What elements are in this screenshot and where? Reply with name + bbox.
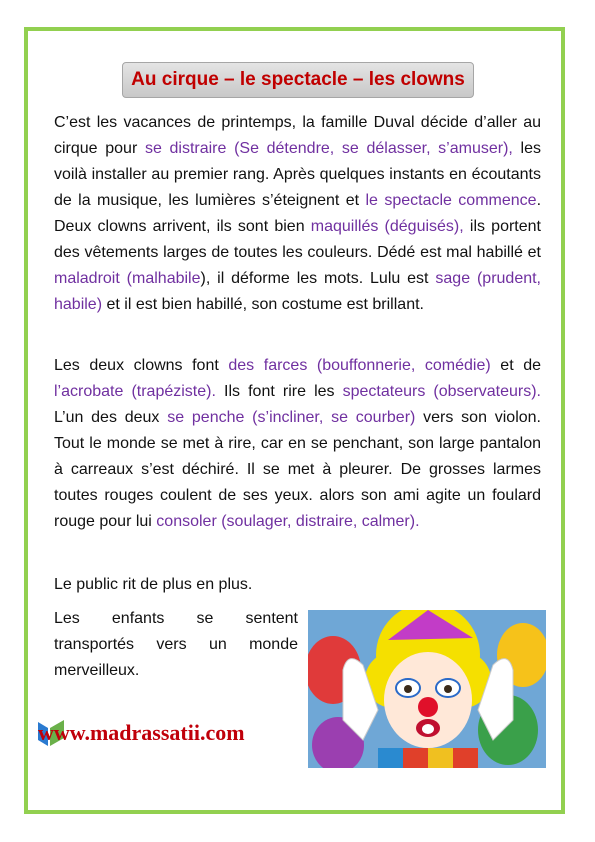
vocabulary-highlight: se penche (s’incliner, se courber) <box>167 409 416 426</box>
text-run: L’un des deux <box>54 409 168 426</box>
clown-photo <box>308 610 546 768</box>
paragraph-3: Le public rit de plus en plus. <box>54 576 253 593</box>
text-run: et de <box>490 357 542 374</box>
vocabulary-highlight: consoler (soulager, distraire, calmer). <box>156 513 420 530</box>
text-run: ils portent des vêtements larges de toutes les couleurs. Dédé est mal habillé et <box>54 218 541 261</box>
text-run: Ils font rire les <box>215 383 343 400</box>
vocabulary-highlight: l’acrobate (trapéziste). <box>54 383 216 400</box>
vocabulary-highlight: des farces (bouffonnerie, comédie) <box>228 357 491 374</box>
watermark-text: www.madrassatii.com <box>38 720 245 745</box>
text-run: Les deux clowns font <box>54 357 229 374</box>
title-box <box>122 62 474 98</box>
page-title: Au cirque – le spectacle – les clowns <box>131 69 465 90</box>
vocabulary-highlight: se distraire (Se détendre, se délasser, s’amuser), <box>144 140 513 157</box>
paragraph-2 <box>54 353 541 535</box>
text-run: les voilà installer au premier rang. Après quelques instants en écoutants de la musique, les lumières s’éteignent et <box>54 140 541 209</box>
vocabulary-highlight: maladroit (malhabile <box>54 270 201 287</box>
text-run: C’est les vacances de printemps, la famille Duval décide d’aller au cirque pour <box>54 114 541 157</box>
paragraph-1 <box>54 110 541 318</box>
vocabulary-highlight: le spectacle commence <box>365 192 537 209</box>
paragraph-4: Les enfants se sentent transportés vers un monde merveilleux. <box>54 610 298 679</box>
text-run: . Deux clowns arrivent, ils sont bien <box>54 192 542 235</box>
vocabulary-highlight: spectateurs (observateurs). <box>342 383 541 400</box>
text-run: et il est bien habillé, son costume est brillant. <box>102 296 424 313</box>
text-run: vers son violon. Tout le monde se met à rire, car en se penchant, son large pantalon à carreaux s’est déchiré. Il se met à pleurer. De grosses larmes toutes rouges coulent de ses yeux. alors son ami agite un foulard rouge pour lui <box>54 409 542 530</box>
vocabulary-highlight: maquillés (déguisés), <box>310 218 464 235</box>
text-run: ), il déforme les mots. Lulu est <box>200 270 436 287</box>
vocabulary-highlight: sage (prudent, habile) <box>54 270 542 313</box>
